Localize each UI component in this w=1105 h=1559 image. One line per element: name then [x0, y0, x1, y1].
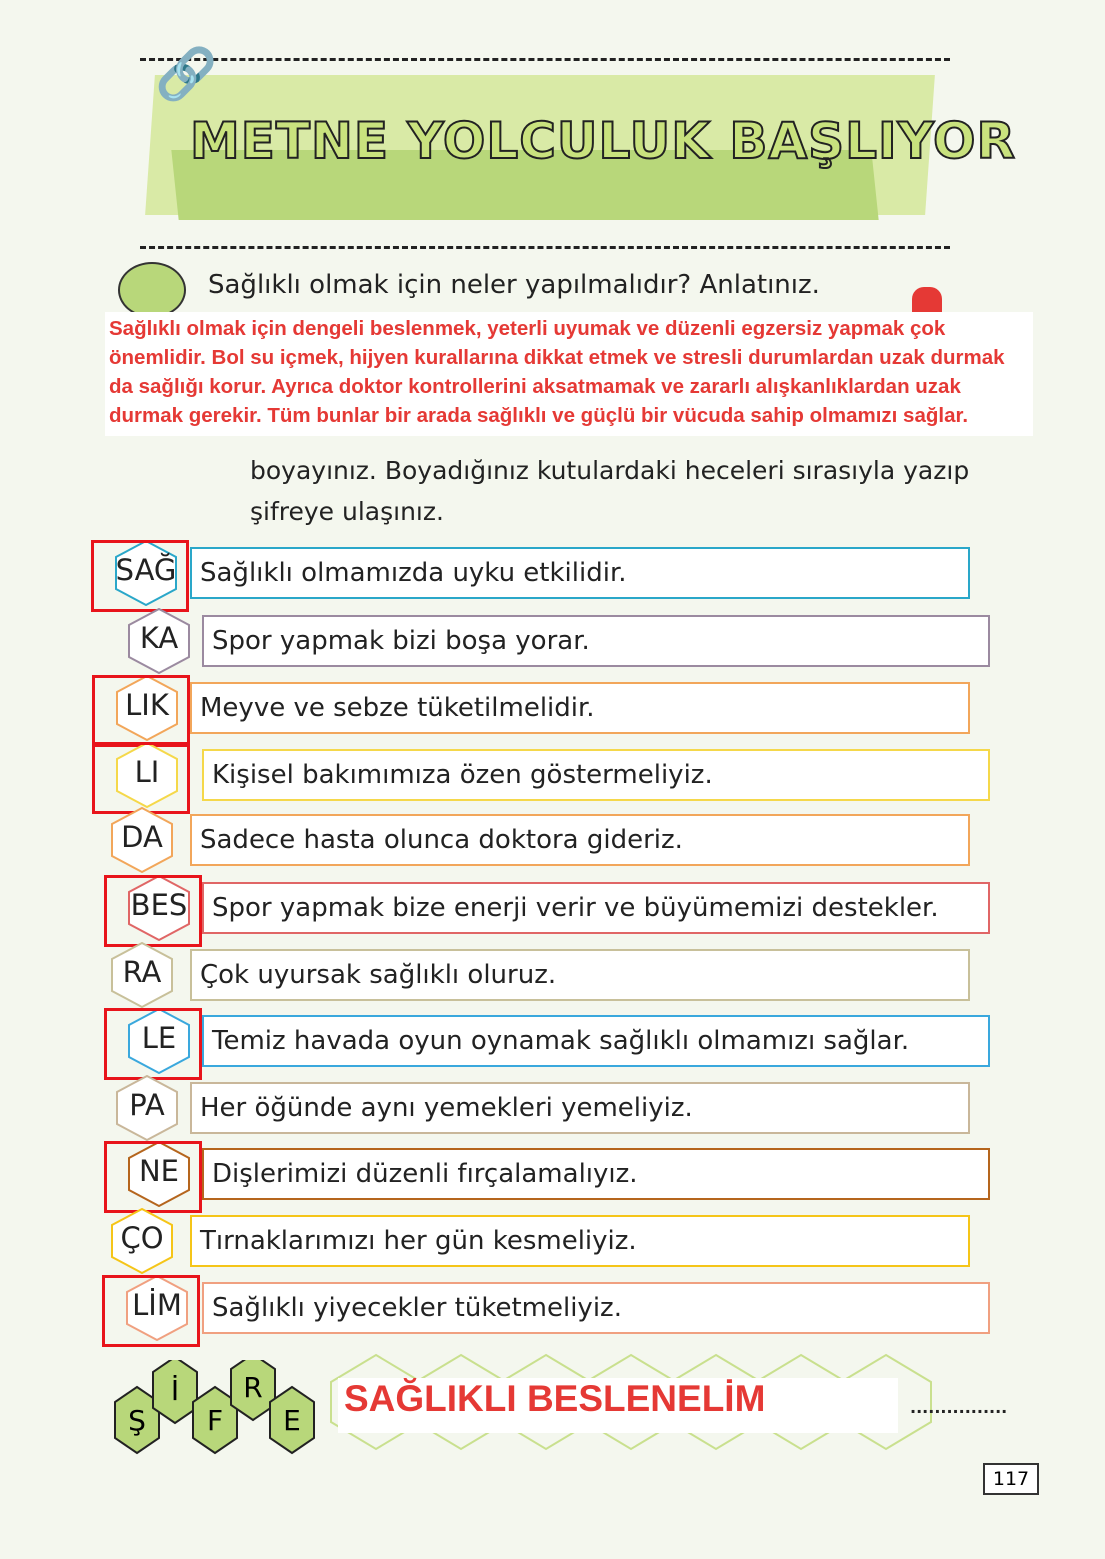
sentence-box[interactable]: Sağlıklı yiyecekler tüketmeliyiz. — [202, 1282, 990, 1334]
sentence-box[interactable]: Dişlerimizi düzenli fırçalamalıyız. — [202, 1148, 990, 1200]
cipher-letter — [153, 1360, 197, 1423]
syllable: RA — [122, 955, 162, 989]
syllable: LI — [134, 755, 160, 789]
syllable: LE — [141, 1021, 177, 1055]
pencil-icon — [912, 287, 942, 315]
sentence-box[interactable]: Her öğünde aynı yemekleri yemeliyiz. — [190, 1082, 970, 1134]
sentence-box[interactable]: Meyve ve sebze tüketilmelidir. — [190, 682, 970, 734]
syllable: PA — [129, 1088, 165, 1122]
sentence-box[interactable]: Spor yapmak bizi boşa yorar. — [202, 615, 990, 667]
selected-mark — [104, 875, 202, 947]
question-1: Sağlıklı olmak için neler yapılmalıdır? Anlatınız. — [208, 270, 820, 300]
syllable-row — [0, 545, 1105, 605]
chain-link-icon: 🔗 — [155, 45, 218, 103]
sentence-box[interactable]: Sadece hasta olunca doktora gideriz. — [190, 814, 970, 866]
syllable: NE — [138, 1154, 180, 1188]
selected-mark — [92, 742, 190, 814]
syllable-row — [0, 1280, 1105, 1340]
syllable-row — [0, 880, 1105, 940]
svg-text:Ş: Ş — [128, 1404, 146, 1437]
syllable-row — [0, 747, 1105, 807]
selected-mark — [91, 540, 189, 612]
syllable-row — [0, 1146, 1105, 1206]
sentence-box[interactable]: Sağlıklı olmamızda uyku etkilidir. — [190, 547, 970, 599]
selected-mark — [104, 1141, 202, 1213]
syllable: ÇO — [120, 1221, 164, 1255]
sentence-box[interactable]: Spor yapmak bize enerji verir ve büyümemizi destekler. — [202, 882, 990, 934]
selected-mark — [92, 675, 190, 747]
syllable-row — [0, 812, 1105, 872]
page-title: METNE YOLCULUK BAŞLIYOR — [190, 112, 1017, 170]
svg-text:E: E — [283, 1404, 301, 1437]
syllable-row — [0, 1080, 1105, 1140]
answer-text[interactable]: Sağlıklı olmak için dengeli beslenmek, yeterli uyumak ve düzenli egzersiz yapmak çok önemlidir. Bol su içmek, hijyen kurallarına dikkat etmek ve stresli durumlardan uzak durmak da sağlığı korur. Ayrıca doktor kontrollerini aksatmamak ve zararlı alışkanlıklardan uzak durmak gerekir. Tüm bunlar bir arada sağlıklı ve güçlü bir vücuda sahip olmamızı sağlar. — [105, 312, 1033, 436]
svg-text:R: R — [243, 1371, 263, 1404]
syllable-row — [0, 613, 1105, 673]
syllable: SAĞ — [115, 553, 177, 587]
sentence-box[interactable]: Temiz havada oyun oynamak sağlıklı olmamızı sağlar. — [202, 1015, 990, 1067]
syllable-row — [0, 680, 1105, 740]
selected-mark — [102, 1275, 200, 1347]
syllable: BES — [130, 888, 188, 922]
question-2-line-2: şifreye ulaşınız. — [250, 497, 444, 526]
svg-text:F: F — [206, 1404, 224, 1437]
selected-mark — [104, 1008, 202, 1080]
syllable-row — [0, 947, 1105, 1007]
svg-text:İ: İ — [170, 1374, 180, 1407]
sentence-box[interactable]: Çok uyursak sağlıklı oluruz. — [190, 949, 970, 1001]
syllable: LİM — [132, 1288, 182, 1322]
syllable: LIK — [125, 688, 169, 722]
syllable: KA — [139, 621, 179, 655]
sentence-box[interactable]: Tırnaklarımızı her gün kesmeliyiz. — [190, 1215, 970, 1267]
speech-bubble-icon — [118, 262, 186, 318]
syllable-row — [0, 1013, 1105, 1073]
question-2-line-1: boyayınız. Boyadığınız kutulardaki heceleri sırasıyla yazıp — [250, 456, 970, 485]
cipher-letters — [110, 1360, 320, 1460]
sentence-box[interactable]: Kişisel bakımımıza özen göstermeliyiz. — [202, 749, 990, 801]
cipher-answer[interactable]: SAĞLIKLI BESLENELİM — [344, 1378, 766, 1419]
syllable: DA — [121, 820, 163, 854]
cipher-letter — [270, 1387, 314, 1453]
answer-blank: ................ — [910, 1398, 1008, 1417]
syllable-row — [0, 1213, 1105, 1273]
page-number: 117 — [983, 1463, 1039, 1495]
